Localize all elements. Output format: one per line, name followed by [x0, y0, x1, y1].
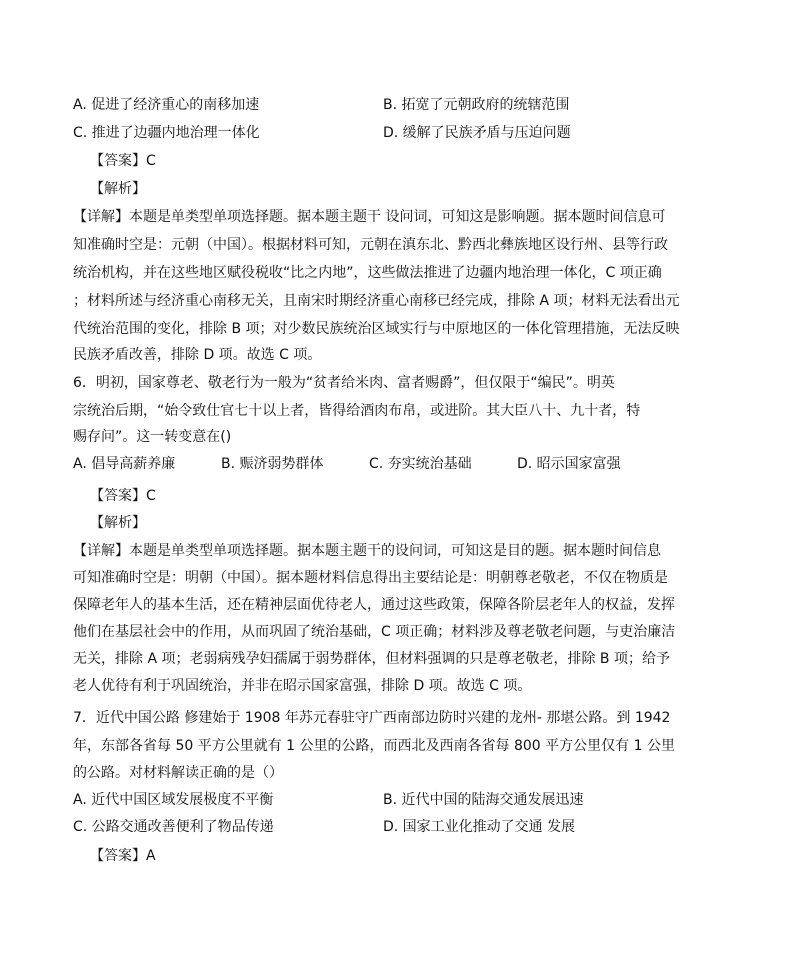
- q7-stem-line: 年，东部各省每 50 平方公里就有 1 公里的公路，而西北及西南各省每 800 平方公里仅有 1 公里: [73, 738, 675, 754]
- q6-detail-line: 可知准确时空是：明朝（中国）。据本题材料信息得出主要结论是：明朝尊老敬老，不仅在物质是: [73, 570, 668, 586]
- q6-stem-line: 6．明初，国家尊老、敬老行为一般为“贫者给米肉、富者赐爵”，但仅限于“编民”。明英: [73, 375, 615, 391]
- q6-option-c: C. 夯实统治基础: [369, 456, 472, 472]
- q6-detail-line: 他们在基层社会中的作用，从而巩固了统治基础，C 项正确；材料涉及尊老敬老问题，与吏治廉洁: [73, 624, 676, 640]
- q5-detail-line: 民族矛盾改善，排除 D 项。故选 C 项。: [73, 347, 322, 363]
- q6-answer: 【答案】C: [90, 488, 156, 504]
- q5-option-d: D. 缓解了民族矛盾与压迫问题: [383, 125, 571, 141]
- q7-option-c: C. 公路交通改善便利了物品传递: [73, 819, 274, 835]
- q5-detail-line: 【详解】本题是单类型单项选择题。据本题主题干 设问词，可知这是影响题。据本题时间信息可: [73, 209, 666, 225]
- q5-option-c: C. 推进了边疆内地治理一体化: [73, 125, 260, 141]
- q5-detail-line: 统治机构，并在这些地区赋役税收“比之内地”，这些做法推进了边疆内地治理一体化，C 项正确: [73, 265, 662, 281]
- q5-detail-line: 知准确时空是：元朝（中国）。根据材料可知，元朝在滇东北、黔西北彝族地区设行州、县等行政: [73, 237, 668, 253]
- q5-answer: 【答案】C: [90, 153, 156, 169]
- q6-stem-line: 宗统治后期，“始令致仕官七十以上者，皆得给酒肉布帛，或进阶。其大臣八十、九十者，特: [73, 403, 641, 419]
- q6-detail-line: 老人优待有利于巩固统治，并非在昭示国家富强，排除 D 项。故选 C 项。: [73, 678, 532, 694]
- q6-analysis-label: 【解析】: [90, 515, 146, 531]
- q7-option-a: A. 近代中国区域发展极度不平衡: [73, 792, 274, 808]
- q6-detail-line: 保障老年人的基本生活，还在精神层面优待老人，通过这些政策，保障各阶层老年人的权益，发挥: [73, 597, 675, 613]
- q7-stem-line: 7．近代中国公路 修建始于 1908 年苏元春驻守广西南部边防时兴建的龙州- 那堪公路。到 1942: [73, 710, 671, 726]
- q5-option-b: B. 拓宽了元朝政府的统辖范围: [383, 97, 570, 113]
- q7-option-b: B. 近代中国的陆海交通发展迅速: [383, 792, 584, 808]
- q6-option-b: B. 赈济弱势群体: [221, 456, 324, 472]
- q5-detail-line: ；材料所述与经济重心南移无关，且南宋时期经济重心南移已经完成，排除 A 项；材料无法看出元: [73, 293, 680, 309]
- q7-stem-line: 的公路。对材料解读正确的是（）: [73, 765, 283, 781]
- q7-option-d: D. 国家工业化推动了交通 发展: [383, 819, 576, 835]
- q7-answer: 【答案】A: [90, 848, 156, 864]
- q6-detail-line: 无关，排除 A 项；老弱病残孕妇孺属于弱势群体，但材料强调的只是尊老敬老，排除 B 项；给予: [73, 651, 670, 667]
- q6-stem-line: 赐存问”。这一转变意在(): [73, 429, 232, 445]
- q6-option-d: D. 昭示国家富强: [517, 456, 621, 472]
- q5-detail-line: 代统治范围的变化，排除 B 项；对少数民族统治区域实行与中原地区的一体化管理措施，无法反映: [73, 321, 680, 337]
- q5-analysis-label: 【解析】: [90, 181, 146, 197]
- q5-option-a: A. 促进了经济重心的南移加速: [73, 97, 260, 113]
- q6-detail-line: 【详解】本题是单类型单项选择题。据本题主题干的设问词，可知这是目的题。据本题时间信息: [73, 543, 661, 559]
- q6-option-a: A. 倡导高薪养廉: [73, 456, 176, 472]
